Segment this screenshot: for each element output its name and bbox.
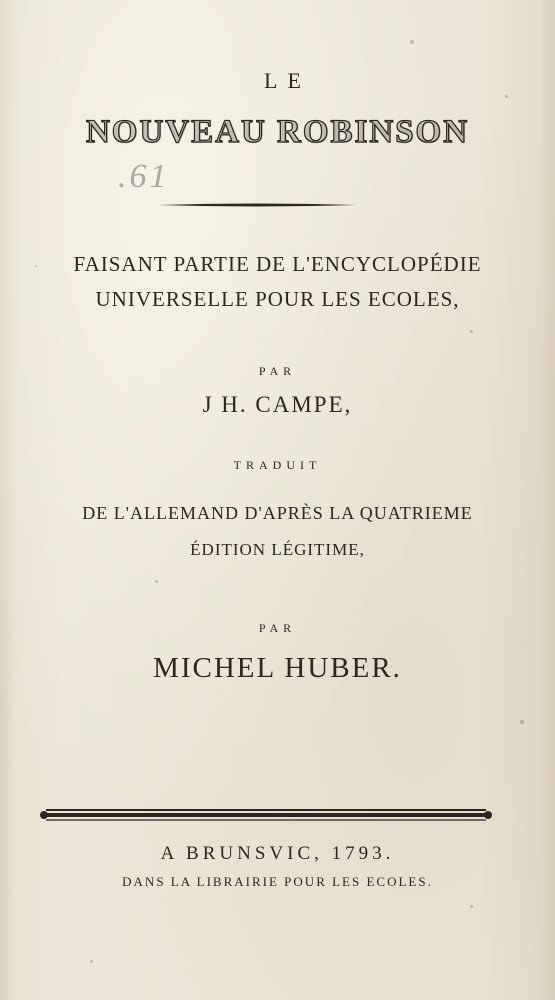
- translation-line-2: ÉDITION LÉGITIME,: [190, 540, 365, 559]
- author-name: J H. CAMPE,: [202, 392, 353, 417]
- paper-speck: [470, 330, 473, 333]
- translation-line-1: DE L'ALLEMAND D'APRÈS LA QUATRIEME: [82, 503, 473, 523]
- ornamental-rule-top: [158, 203, 356, 207]
- by-author-label: PAR: [258, 364, 297, 378]
- paper-speck: [505, 95, 508, 98]
- paper-speck: [470, 905, 473, 908]
- paper-speck: [410, 40, 414, 44]
- paper-speck: [520, 720, 524, 724]
- imprint-publisher: DANS LA LIBRAIRIE POUR LES ECOLES.: [122, 874, 433, 889]
- subtitle-line-1: FAISANT PARTIE DE L'ENCYCLOPÉDIE: [73, 252, 482, 276]
- by-translator-label: PAR: [258, 621, 297, 635]
- translator-name: MICHEL HUBER.: [153, 652, 402, 684]
- page-title: NOUVEAU ROBINSON: [85, 114, 470, 150]
- pencil-shelf-mark: .61: [118, 158, 170, 195]
- ornamental-rule-bottom: [40, 804, 492, 826]
- subtitle-line-2: UNIVERSELLE POUR LES ECOLES,: [95, 287, 460, 311]
- paper-speck: [155, 580, 158, 583]
- paper-speck: [90, 960, 93, 963]
- title-article: LE: [264, 68, 311, 93]
- imprint-place-year: A BRUNSVIC, 1793.: [160, 843, 395, 864]
- translated-label: TRADUIT: [233, 458, 322, 472]
